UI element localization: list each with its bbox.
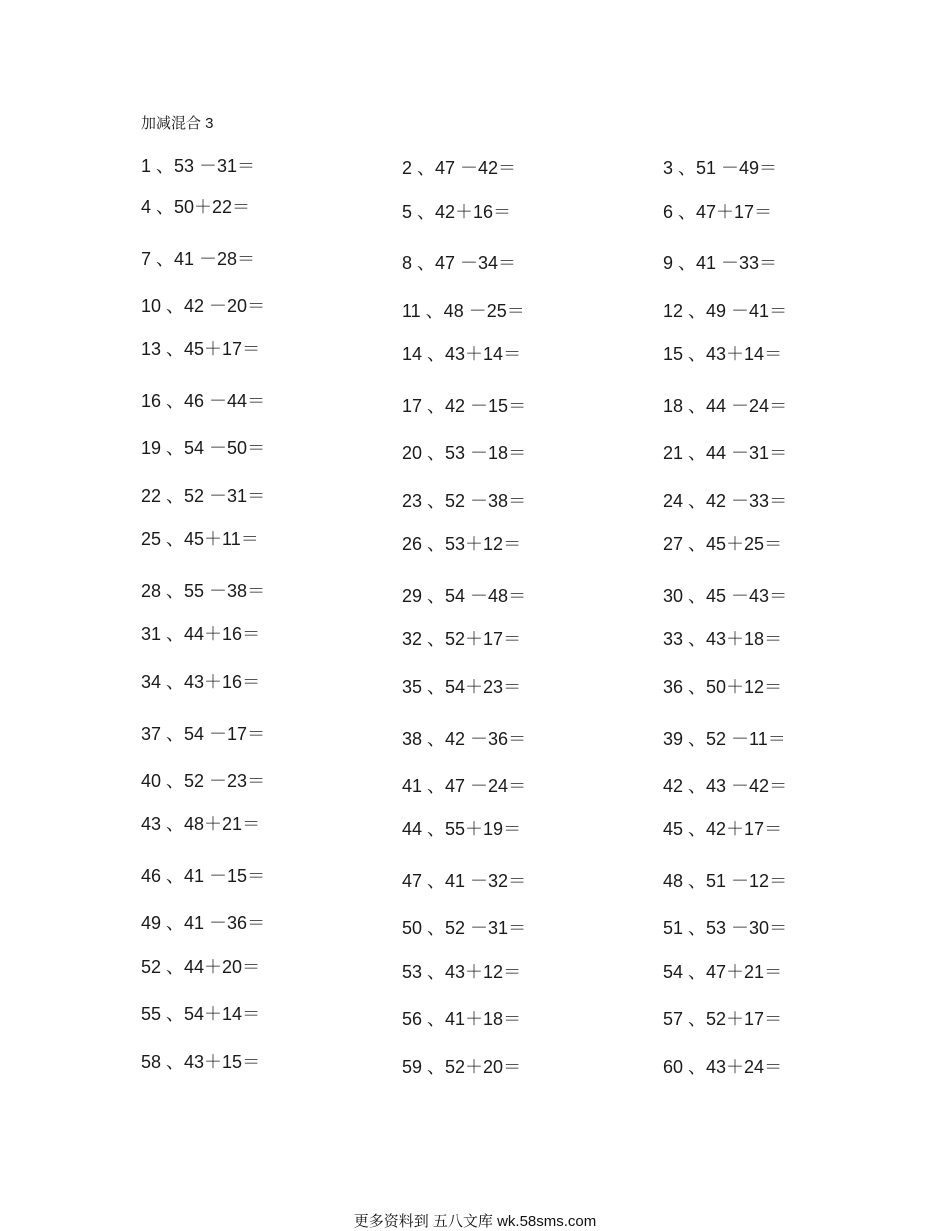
- problem-item: 57 、52＋17＝: [663, 1009, 783, 1029]
- problem-item: 17 、42 －15＝: [402, 396, 527, 416]
- problem-item: 31 、44＋16＝: [141, 624, 261, 644]
- problem-item: 1 、53 －31＝: [141, 156, 256, 176]
- problem-item: 54 、47＋21＝: [663, 962, 783, 982]
- problem-item: 37 、54 －17＝: [141, 724, 266, 744]
- problem-item: 13 、45＋17＝: [141, 339, 261, 359]
- problem-item: 4 、50＋22＝: [141, 197, 251, 217]
- problem-item: 5 、42＋16＝: [402, 202, 512, 222]
- problem-item: 48 、51 －12＝: [663, 871, 788, 891]
- problem-item: 39 、52 －11＝: [663, 729, 786, 749]
- problem-item: 20 、53 －18＝: [402, 443, 527, 463]
- problem-item: 15 、43＋14＝: [663, 344, 783, 364]
- problem-item: 32 、52＋17＝: [402, 629, 522, 649]
- problem-item: 50 、52 －31＝: [402, 918, 527, 938]
- problem-item: 33 、43＋18＝: [663, 629, 783, 649]
- problem-item: 41 、47 －24＝: [402, 776, 527, 796]
- problem-item: 34 、43＋16＝: [141, 672, 261, 692]
- problem-item: 36 、50＋12＝: [663, 677, 783, 697]
- problem-item: 56 、41＋18＝: [402, 1009, 522, 1029]
- problem-item: 49 、41 －36＝: [141, 913, 266, 933]
- problem-item: 43 、48＋21＝: [141, 814, 261, 834]
- problem-item: 58 、43＋15＝: [141, 1052, 261, 1072]
- problem-item: 24 、42 －33＝: [663, 491, 788, 511]
- problem-item: 44 、55＋19＝: [402, 819, 522, 839]
- problem-item: 16 、46 －44＝: [141, 391, 266, 411]
- problem-item: 25 、45＋11＝: [141, 529, 259, 549]
- problem-item: 12 、49 －41＝: [663, 301, 788, 321]
- problem-item: 55 、54＋14＝: [141, 1004, 261, 1024]
- problem-item: 11 、48 －25＝: [402, 301, 525, 321]
- problem-item: 45 、42＋17＝: [663, 819, 783, 839]
- problem-item: 2 、47 －42＝: [402, 158, 517, 178]
- problem-item: 26 、53＋12＝: [402, 534, 522, 554]
- problem-item: 30 、45 －43＝: [663, 586, 788, 606]
- problem-item: 53 、43＋12＝: [402, 962, 522, 982]
- problem-item: 46 、41 －15＝: [141, 866, 266, 886]
- problem-item: 40 、52 －23＝: [141, 771, 266, 791]
- problem-item: 29 、54 －48＝: [402, 586, 527, 606]
- problem-item: 22 、52 －31＝: [141, 486, 266, 506]
- problem-item: 52 、44＋20＝: [141, 957, 261, 977]
- problem-item: 35 、54＋23＝: [402, 677, 522, 697]
- problem-item: 18 、44 －24＝: [663, 396, 788, 416]
- problem-item: 21 、44 －31＝: [663, 443, 788, 463]
- problem-item: 19 、54 －50＝: [141, 438, 266, 458]
- worksheet-title: 加减混合 3: [141, 115, 214, 132]
- problem-item: 51 、53 －30＝: [663, 918, 788, 938]
- problem-item: 28 、55 －38＝: [141, 581, 266, 601]
- problem-item: 7 、41 －28＝: [141, 249, 256, 269]
- problem-item: 27 、45＋25＝: [663, 534, 783, 554]
- problem-item: 14 、43＋14＝: [402, 344, 522, 364]
- problem-item: 6 、47＋17＝: [663, 202, 773, 222]
- problem-item: 42 、43 －42＝: [663, 776, 788, 796]
- problem-item: 23 、52 －38＝: [402, 491, 527, 511]
- problem-item: 8 、47 －34＝: [402, 253, 517, 273]
- footer-text: 更多资料到 五八文库 wk.58sms.com: [353, 1213, 597, 1230]
- problem-item: 47 、41 －32＝: [402, 871, 527, 891]
- problem-item: 59 、52＋20＝: [402, 1057, 522, 1077]
- problem-item: 9 、41 －33＝: [663, 253, 778, 273]
- problem-item: 10 、42 －20＝: [141, 296, 266, 316]
- problem-item: 60 、43＋24＝: [663, 1057, 783, 1077]
- problem-item: 3 、51 －49＝: [663, 158, 778, 178]
- problem-item: 38 、42 －36＝: [402, 729, 527, 749]
